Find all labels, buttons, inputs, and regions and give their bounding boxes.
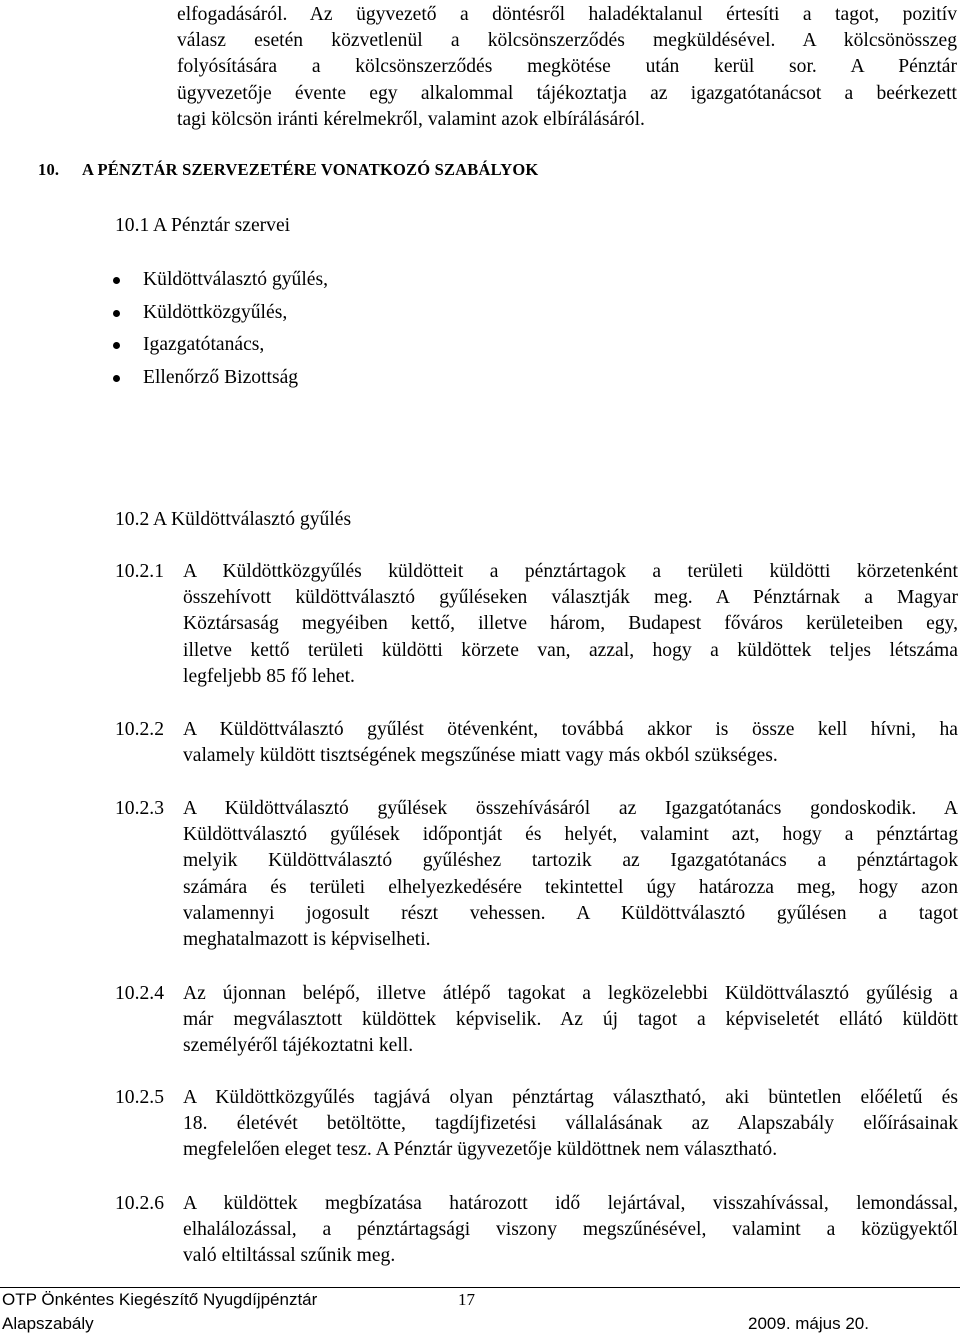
organs-list (113, 264, 328, 394)
list-item: Igazgatótanács, (113, 329, 328, 362)
clause-number: 10.2.6 (115, 1193, 164, 1214)
clause-number: 10.2.2 (115, 719, 164, 740)
footer-divider (0, 1287, 960, 1288)
subsection-title: A Küldöttválasztó gyűlés (153, 509, 352, 530)
clause-number: 10.2.5 (115, 1087, 164, 1108)
subsection-title: A Pénztár szervei (153, 215, 291, 236)
clause-number: 10.2.4 (115, 983, 164, 1004)
clause-text: A Küldöttválasztó gyűlést ötévenként, továbbá akkor is össze kell hívni, ha valamely küldött tisztségének megszűnése miatt vagy más okból szükséges. (183, 719, 958, 767)
list-item: Ellenőrző Bizottság (113, 362, 328, 395)
intro-line: elfogadásáról. Az ügyvezető a döntésről haladéktalanul értesíti a tagot, pozitív (177, 4, 957, 25)
footer-document-name: Alapszabály (2, 1314, 94, 1333)
section-title: A PÉNZTÁR SZERVEZETÉRE VONATKOZÓ SZABÁLYOK (82, 160, 539, 179)
page-number: 17 (458, 1290, 475, 1309)
section-number: 10. (38, 160, 60, 179)
intro-line: ügyvezetője évente egy alkalommal tájékoztatja az igazgatótanácsot a beérkezett (177, 82, 957, 104)
clause-text: A Küldöttközgyűlés tagjává olyan pénztártag választható, aki büntetlen előéletű és 18. életévét betöltötte, tagdíjfizetési vállalásának az Alapszabály előírásainak megfelelően eleget tesz. A Pénztár ügyvezetője küldöttnek nem választható. (183, 1087, 958, 1161)
section-heading (38, 160, 538, 180)
clause-text: A Küldöttközgyűlés küldötteit a pénztártagok a területi küldötti körzetenként összehívott küldöttválasztó gyűléseken választják meg. A Pénztárnak a Magyar Köztársaság megyéiben kettő, illetve három, Budapest főváros kerületeiben egy, illetve kettő területi küldötti körzete van, azzal, hogy a küldöttek teljes létszáma legfeljebb 85 fő lehet. (183, 561, 958, 687)
bullet-icon (113, 375, 120, 382)
list-item: Küldöttközgyűlés, (113, 297, 328, 330)
subsection-heading-10-2 (115, 507, 351, 533)
bullet-icon (113, 277, 120, 284)
subsection-number: 10.1 (115, 215, 150, 236)
intro-paragraph (177, 2, 957, 133)
footer-date: 2009. május 20. (748, 1314, 869, 1333)
clause-number: 10.2.1 (115, 561, 164, 582)
intro-line: folyósítására a kölcsönszerződés megkötése után kerül sor. A Pénztár (177, 56, 957, 78)
footer-organization: OTP Önkéntes Kiegészítő Nyugdíjpénztár (2, 1290, 318, 1309)
clause-text: A Küldöttválasztó gyűlések összehívásáról az Igazgatótanács gondoskodik. A Küldöttválasztó gyűlések időpontját és helyét, valamint azt, hogy a pénztártag melyik Küldöttválasztó gyűléshez tartozik az Igazgatótanács a pénztártagok számára és területi elhelyezkedésére tekintettel úgy határozza meg, hogy azon valamennyi jogosult részt vehessen. A Küldöttválasztó gyűlésen a tagot meghatalmazott is képviselheti. (183, 798, 958, 951)
intro-line: tagi kölcsön iránti kérelmekről, valamint azok elbírálásáról. (177, 108, 645, 130)
subsection-number: 10.2 (115, 509, 150, 530)
bullet-icon (113, 310, 120, 317)
clause-text: Az újonnan belépő, illetve átlépő tagokat a legközelebbi Küldöttválasztó gyűlésig a már megválasztott küldöttek képviselik. Az új tagot a képviseletét ellátó küldött személyéről tájékoztatni kell. (183, 983, 958, 1057)
clause-number: 10.2.3 (115, 798, 164, 819)
list-item: Küldöttválasztó gyűlés, (113, 264, 328, 297)
subsection-heading-10-1 (115, 213, 290, 239)
bullet-icon (113, 342, 120, 349)
intro-line: válasz esetén közvetlenül a kölcsönszerződés megküldésével. A kölcsönösszeg (177, 30, 957, 52)
clause-text: A küldöttek megbízatása határozott idő lejártával, visszahívással, lemondással, elhalálozással, a pénztártagsági viszony megszűnésével, valamint a közügyektől való eltiltással szűnik meg. (183, 1193, 958, 1267)
